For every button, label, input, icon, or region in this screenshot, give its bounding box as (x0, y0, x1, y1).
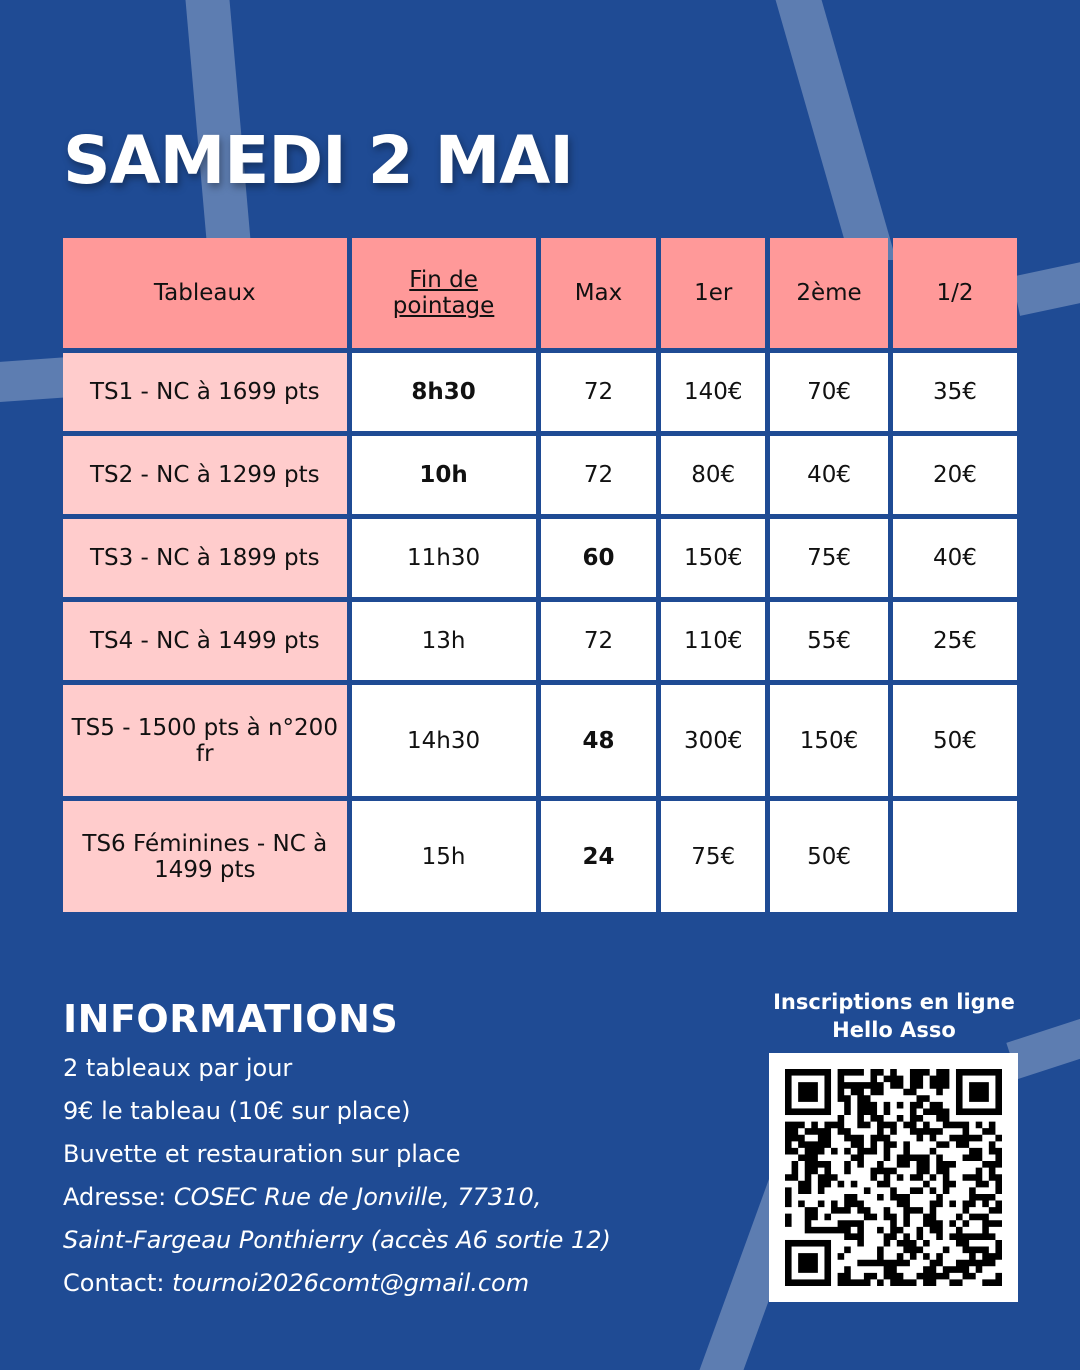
table-row (63, 519, 1017, 597)
header-fin-de-pointage: Fin de pointage (352, 238, 536, 348)
address-label: Adresse: (63, 1183, 174, 1211)
row-max: 48 (541, 685, 657, 796)
row-fin: 14h30 (352, 685, 536, 796)
header-tableaux: Tableaux (63, 238, 347, 348)
registration-line2: Hello Asso (832, 1018, 956, 1042)
header-second: 2ème (770, 238, 888, 348)
row-half (893, 801, 1017, 912)
row-first: 300€ (661, 685, 765, 796)
decorative-stripe (0, 357, 66, 402)
registration-label (763, 988, 1025, 1044)
page-title: SAMEDI 2 MAI (63, 122, 573, 199)
registration-line1: Inscriptions en ligne (773, 990, 1015, 1014)
info-contact (63, 1262, 743, 1305)
info-section (63, 997, 743, 1305)
row-first: 80€ (661, 436, 765, 514)
info-buvette: Buvette et restauration sur place (63, 1140, 461, 1168)
table-row (63, 602, 1017, 680)
row-fin: 11h30 (352, 519, 536, 597)
row-half: 35€ (893, 353, 1017, 431)
header-max: Max (541, 238, 657, 348)
row-max: 72 (541, 602, 657, 680)
qr-finder-pattern (956, 1069, 1002, 1115)
header-first: 1er (661, 238, 765, 348)
row-name: TS4 - NC à 1499 pts (63, 602, 347, 680)
row-second: 75€ (770, 519, 888, 597)
row-second: 50€ (770, 801, 888, 912)
header-half: 1/2 (893, 238, 1017, 348)
row-max: 72 (541, 353, 657, 431)
contact-label: Contact: (63, 1269, 173, 1297)
row-second: 55€ (770, 602, 888, 680)
table-row (63, 685, 1017, 796)
decorative-stripe (770, 0, 896, 260)
row-first: 110€ (661, 602, 765, 680)
row-name: TS2 - NC à 1299 pts (63, 436, 347, 514)
row-second: 40€ (770, 436, 888, 514)
table-row (63, 353, 1017, 431)
contact-email[interactable]: tournoi2026comt@gmail.com (172, 1269, 530, 1297)
row-fin: 13h (352, 602, 536, 680)
info-price: 9€ le tableau (10€ sur place) (63, 1097, 411, 1125)
row-name: TS1 - NC à 1699 pts (63, 353, 347, 431)
row-fin: 8h30 (352, 353, 536, 431)
row-name: TS5 - 1500 pts à n°200 fr (63, 685, 347, 796)
table-row (63, 801, 1017, 912)
qr-finder-pattern (785, 1069, 831, 1115)
row-second: 150€ (770, 685, 888, 796)
table-header-row (63, 238, 1017, 348)
table-row (63, 436, 1017, 514)
qr-finder-pattern (785, 1240, 831, 1286)
qr-code-icon (785, 1069, 1002, 1286)
row-fin: 15h (352, 801, 536, 912)
address-value: COSEC Rue de Jonville, 77310, (173, 1183, 542, 1211)
tournament-table (58, 233, 1022, 917)
row-fin: 10h (352, 436, 536, 514)
row-half: 40€ (893, 519, 1017, 597)
row-half: 50€ (893, 685, 1017, 796)
row-max: 24 (541, 801, 657, 912)
row-max: 60 (541, 519, 657, 597)
row-first: 140€ (661, 353, 765, 431)
qr-code[interactable] (769, 1053, 1018, 1302)
info-address (63, 1176, 743, 1219)
row-second: 70€ (770, 353, 888, 431)
row-half: 20€ (893, 436, 1017, 514)
row-max: 72 (541, 436, 657, 514)
info-address-line2: Saint-Fargeau Ponthierry (accès A6 sortie 12) (63, 1226, 611, 1254)
row-name: TS6 Féminines - NC à 1499 pts (63, 801, 347, 912)
info-title: INFORMATIONS (63, 997, 399, 1041)
row-half: 25€ (893, 602, 1017, 680)
row-first: 75€ (661, 801, 765, 912)
row-name: TS3 - NC à 1899 pts (63, 519, 347, 597)
info-tableaux-per-day: 2 tableaux par jour (63, 1054, 293, 1082)
row-first: 150€ (661, 519, 765, 597)
